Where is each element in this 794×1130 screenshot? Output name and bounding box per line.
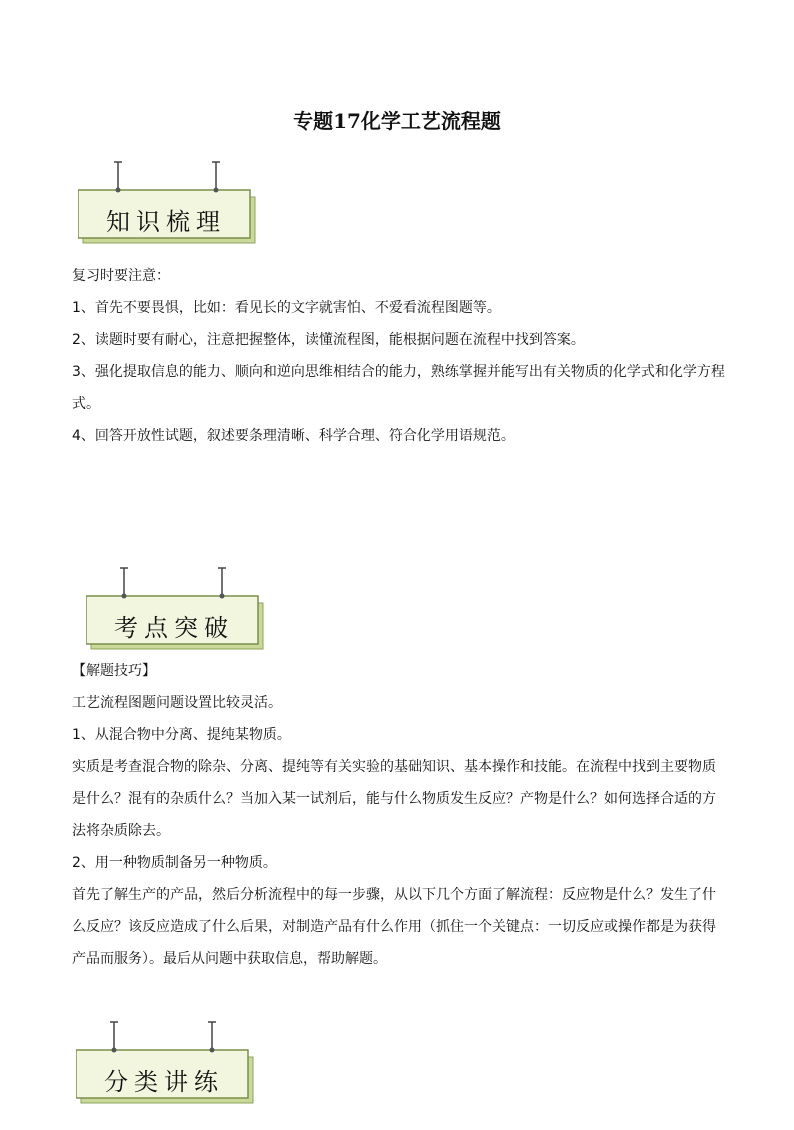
- text-line: 首先了解生产的产品，然后分析流程中的每一步骤，从以下几个方面了解流程：反应物是什么？发生了什: [72, 887, 716, 903]
- text-line: 2、用一种物质制备另一种物质。: [72, 855, 277, 871]
- text-line: 1、首先不要畏惧，比如：看见长的文字就害怕、不爱看流程图题等。: [72, 300, 501, 316]
- text-line: 4、回答开放性试题，叙述要条理清晰、科学合理、符合化学用语规范。: [72, 428, 515, 444]
- text-line: 3、强化提取信息的能力、顺向和逆向思维相结合的能力，熟练掌握并能写出有关物质的化学式和化学方程: [72, 364, 725, 380]
- text-line: 复习时要注意：: [72, 268, 170, 284]
- section-sign-keypoints: [86, 566, 286, 676]
- text-line: 法将杂质除去。: [72, 823, 170, 839]
- section-sign-practice: [76, 1020, 276, 1130]
- text-line: 2、读题时要有耐心，注意把握整体，读懂流程图，能根据问题在流程中找到答案。: [72, 332, 585, 348]
- section-heading-practice: 分类讲练: [104, 1068, 224, 1096]
- section-sign-knowledge: [78, 160, 278, 270]
- document-title: 专题17化学工艺流程题: [293, 109, 501, 133]
- section-heading-keypoints: 考点突破: [114, 614, 234, 642]
- text-line: 产品而服务）。最后从问题中获取信息，帮助解题。: [72, 951, 387, 967]
- text-line: 实质是考查混合物的除杂、分离、提纯等有关实验的基础知识、基本操作和技能。在流程中找到主要物质: [72, 759, 716, 775]
- section-heading-knowledge: 知识梳理: [106, 208, 226, 236]
- text-line: 是什么？混有的杂质什么？当加入某一试剂后，能与什么物质发生反应？产物是什么？如何选择合适的方: [72, 791, 716, 807]
- text-line: 工艺流程图题问题设置比较灵活。: [72, 695, 282, 711]
- text-line: 式。: [72, 396, 100, 412]
- text-line: 1、从混合物中分离、提纯某物质。: [72, 727, 291, 743]
- text-line: 么反应？该反应造成了什么后果，对制造产品有什么作用（抓住一个关键点：一切反应或操作都是为获得: [72, 919, 716, 935]
- text-line: 【解题技巧】: [72, 663, 156, 679]
